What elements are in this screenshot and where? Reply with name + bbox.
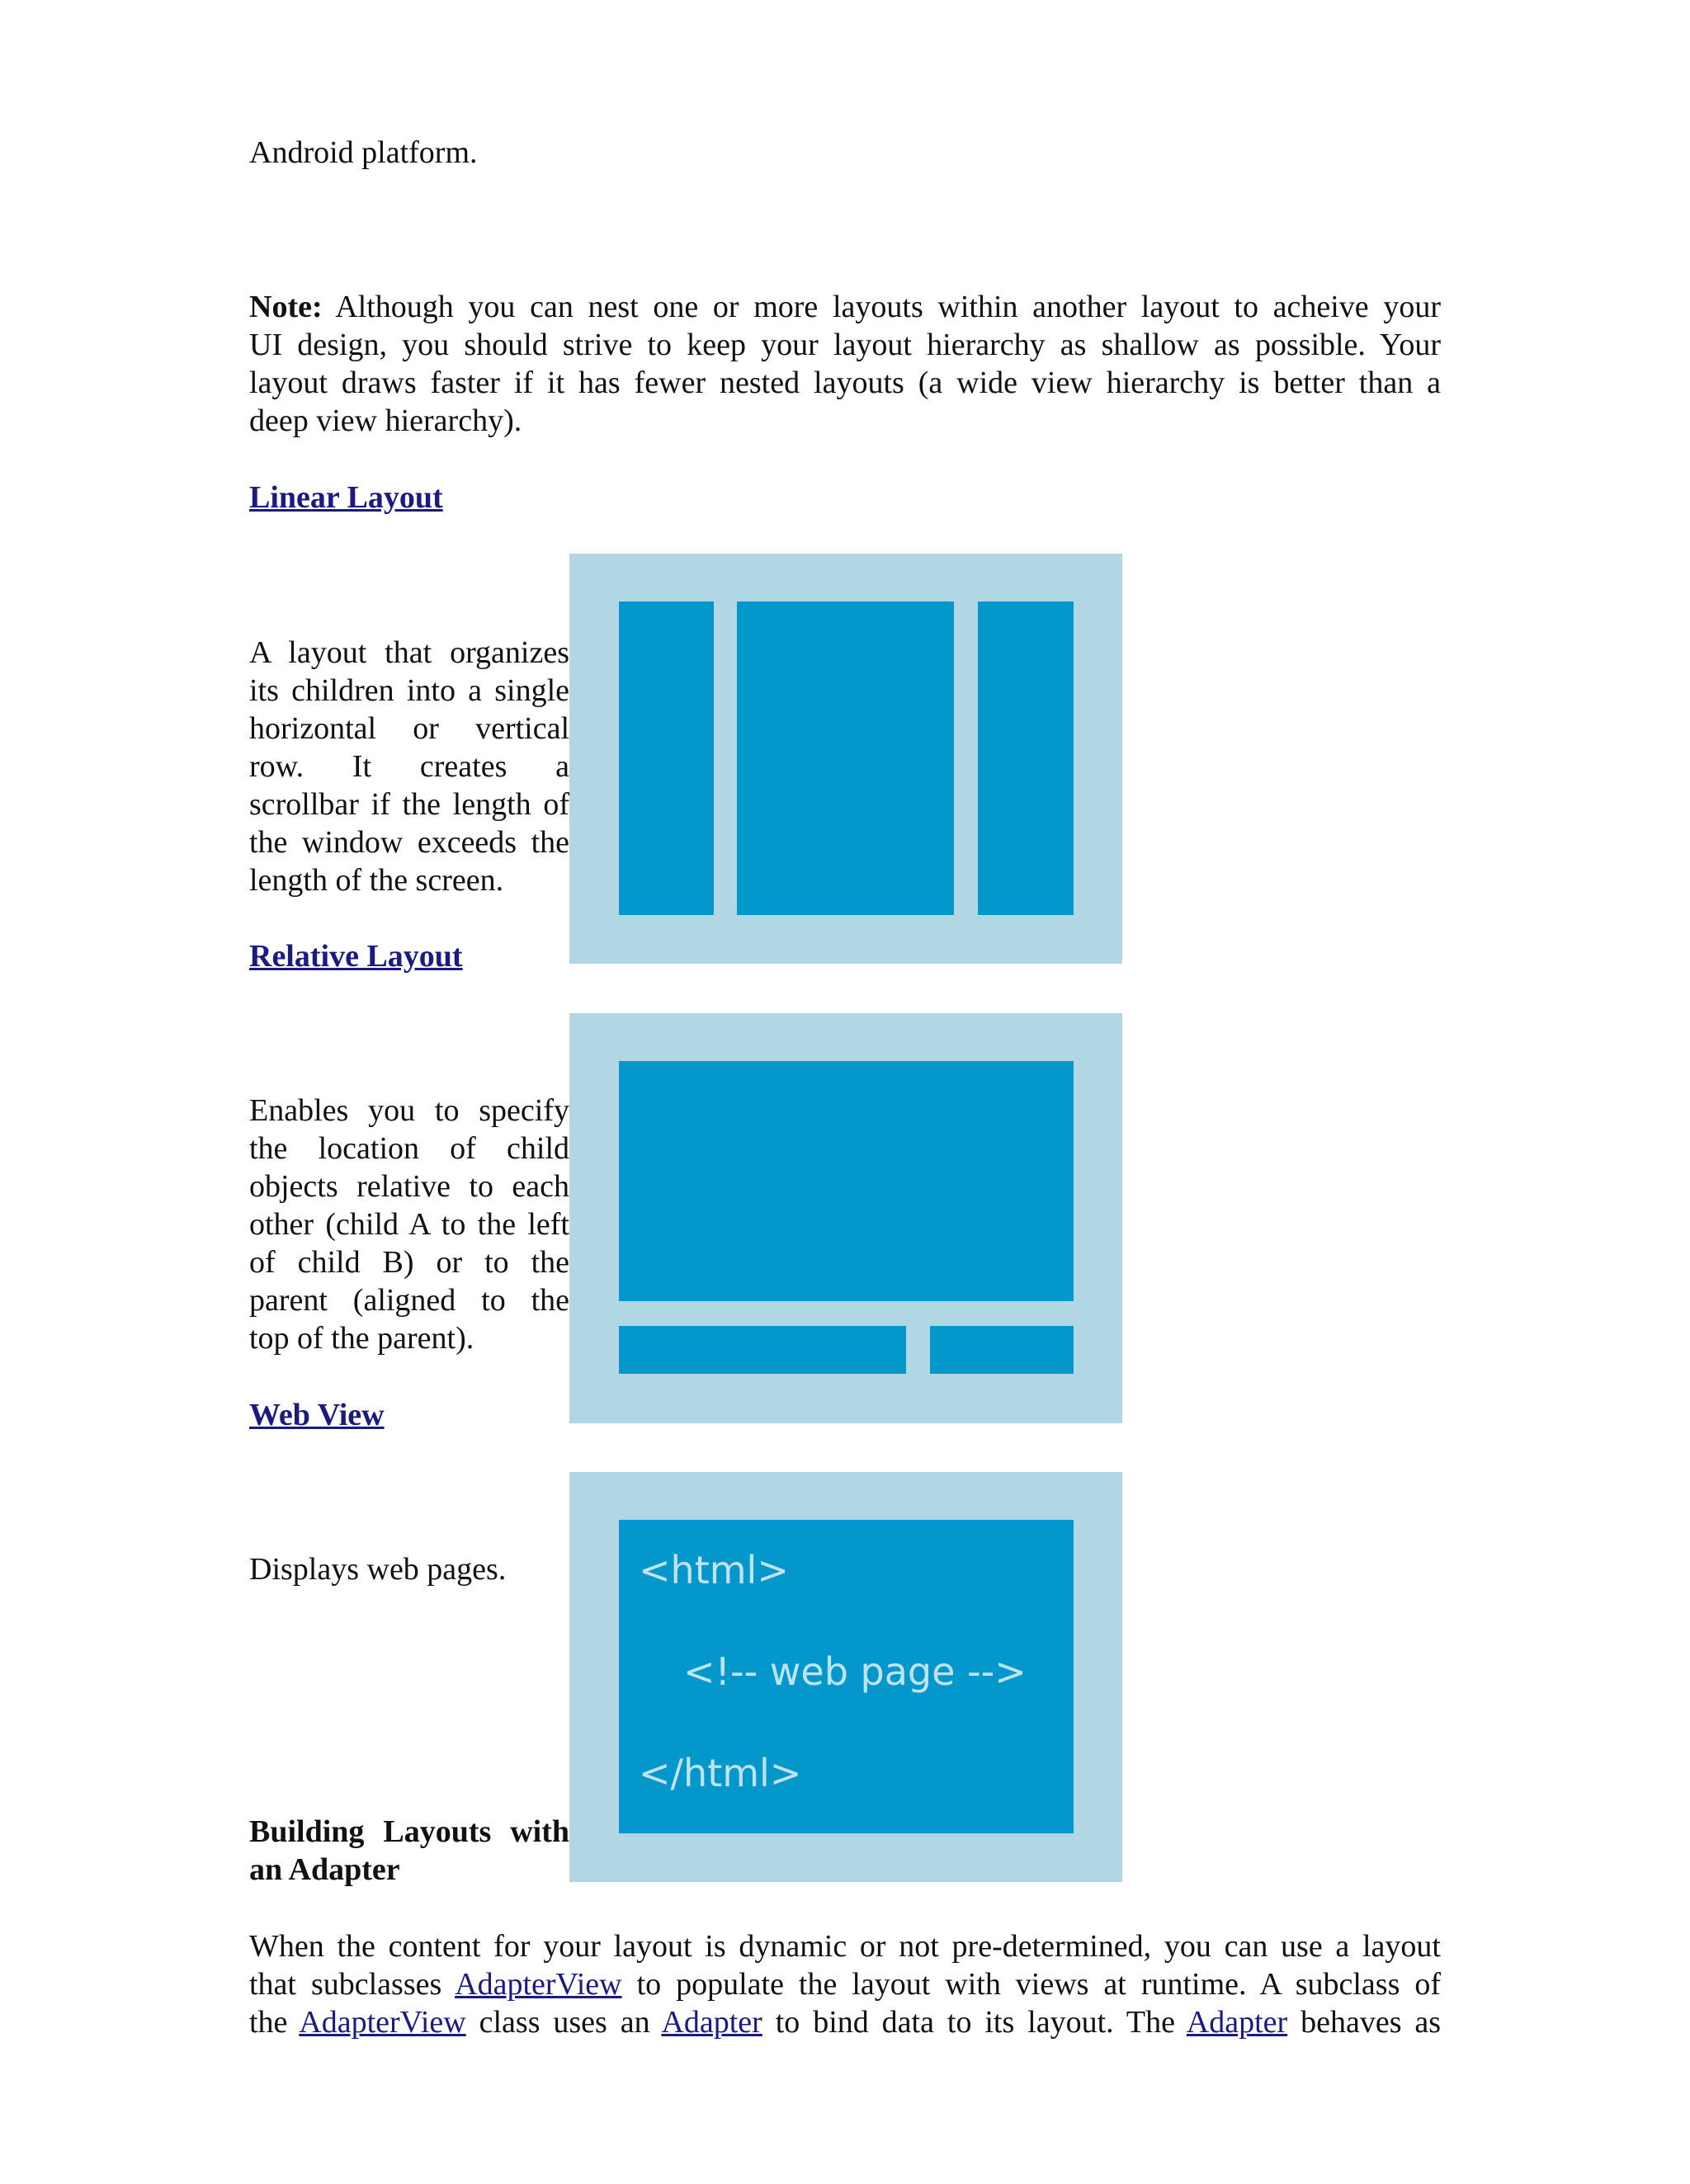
- code-html-open: <html>: [639, 1548, 789, 1592]
- adapterview-link[interactable]: AdapterView: [455, 1967, 622, 2002]
- linear-desc-line: the window exceeds the: [249, 825, 569, 860]
- relative-panel-top: [619, 1061, 1074, 1301]
- linear-desc-line: scrollbar if the length of: [249, 787, 569, 822]
- adapter-link[interactable]: Adapter: [1186, 2005, 1288, 2040]
- linear-desc-line: row. It creates a: [249, 749, 569, 784]
- linear-desc-line: length of the screen.: [249, 863, 504, 898]
- relative-panel-bottom-left: [619, 1326, 906, 1374]
- adapter-heading-line-1: Building Layouts with: [249, 1814, 569, 1849]
- web-view-figure: [569, 1472, 1122, 1882]
- relative-desc-line: of child B) or to the: [249, 1245, 569, 1280]
- linear-desc-line: its children into a single: [249, 673, 569, 708]
- note-line-1: [249, 288, 1441, 326]
- linear-panel-2: [737, 601, 954, 915]
- adapter-link[interactable]: Adapter: [661, 2005, 762, 2040]
- relative-layout-figure: [569, 1013, 1122, 1423]
- adapter-line-3-d: behaves as: [1301, 2005, 1442, 2040]
- adapter-line-3: [249, 2003, 1441, 2041]
- web-view-panel: [619, 1520, 1074, 1833]
- linear-panel-1: [619, 601, 714, 915]
- adapterview-link[interactable]: AdapterView: [299, 2005, 466, 2040]
- adapter-line-3-c: to bind data to its layout. The: [775, 2005, 1175, 2040]
- note-line-4: deep view hierarchy).: [249, 403, 522, 438]
- adapter-heading-line-2: an Adapter: [249, 1852, 400, 1887]
- note-label: Note:: [249, 290, 323, 324]
- code-html-close: </html>: [639, 1751, 802, 1795]
- note-line-1-text: Although you can nest one or more layouts within another layout to acheive your: [335, 290, 1441, 324]
- relative-desc-line: top of the parent).: [249, 1321, 474, 1356]
- relative-desc-line: Enables you to specify: [249, 1093, 569, 1128]
- adapter-line-1: When the content for your layout is dynamic or not pre-determined, you can use a layout: [249, 1929, 1441, 1964]
- code-comment: <!-- web page -->: [683, 1649, 1027, 1694]
- adapter-line-2-end: to populate the layout with views at runtime. A subclass of: [636, 1967, 1442, 2002]
- relative-desc-line: objects relative to each: [249, 1169, 569, 1204]
- note-line-2: UI design, you should strive to keep your layout hierarchy as shallow as possible. Your: [249, 328, 1441, 362]
- adapter-line-3-b: class uses an: [479, 2005, 650, 2040]
- web-view-link[interactable]: Web View: [249, 1398, 385, 1432]
- linear-layout-link[interactable]: Linear Layout: [249, 480, 443, 515]
- relative-desc-line: parent (aligned to the: [249, 1283, 569, 1318]
- linear-layout-figure: [569, 554, 1122, 964]
- web-view-description: Displays web pages.: [249, 1552, 507, 1587]
- adapter-line-2: [249, 1965, 1441, 2003]
- adapter-line-3-a: the: [249, 2005, 288, 2040]
- relative-desc-line: other (child A to the left: [249, 1207, 569, 1242]
- relative-desc-line: the location of child: [249, 1131, 569, 1166]
- linear-desc-line: horizontal or vertical: [249, 711, 569, 746]
- relative-layout-link[interactable]: Relative Layout: [249, 939, 463, 974]
- intro-text: Android platform.: [249, 135, 478, 170]
- relative-panel-bottom-right: [930, 1326, 1074, 1374]
- linear-panel-3: [978, 601, 1074, 915]
- linear-desc-line: A layout that organizes: [249, 635, 569, 670]
- note-line-3: layout draws faster if it has fewer nested layouts (a wide view hierarchy is better than a: [249, 366, 1441, 400]
- adapter-line-2-start: that subclasses: [249, 1967, 442, 2002]
